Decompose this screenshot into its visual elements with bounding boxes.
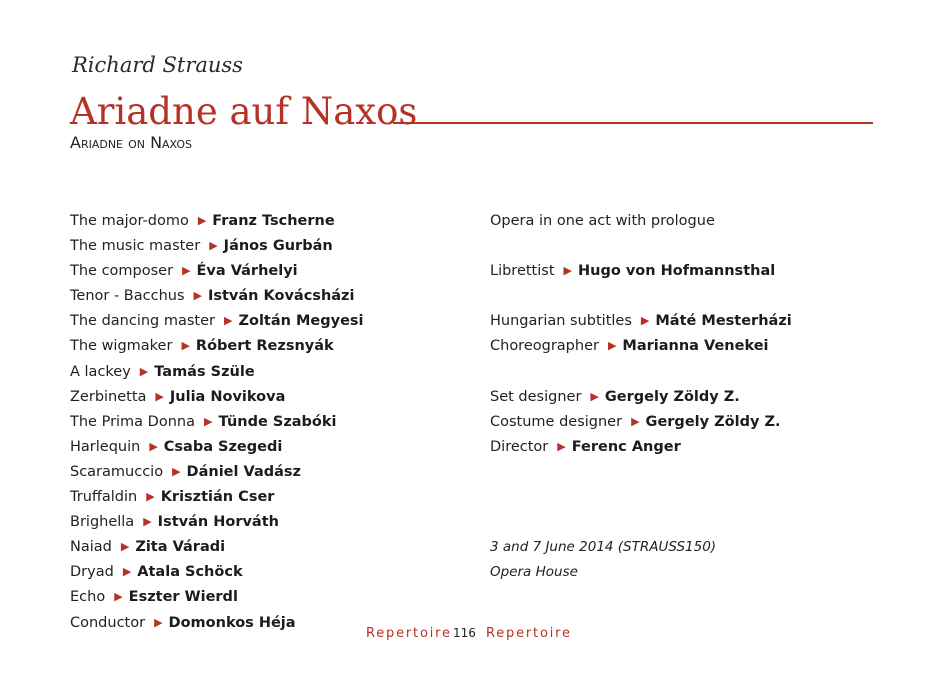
cast-role: Naiad [70,539,112,556]
cast-performer: Csaba Szegedi [163,438,283,455]
cast-role: The music master [70,238,201,255]
credit-item [490,411,792,436]
cast-performer: Krisztián Cser [160,489,275,506]
composer-name: Richard Strauss [72,53,243,77]
cast-role: Tenor - Bacchus [70,288,185,305]
cast-role: The Prima Donna [70,413,195,430]
cast-performer: Eszter Wierdl [128,589,238,606]
cast-item [70,461,364,486]
cast-performer: Tamás Szüle [154,363,255,380]
triangle-right-icon: ▶ [557,439,566,453]
triangle-right-icon: ▶ [120,540,130,554]
venue: Opera House [490,564,578,581]
cast-performer: István Kovácsházi [207,288,355,305]
triangle-right-icon: ▶ [154,615,163,629]
opera-subtitle: Ariadne on Naxos [70,133,193,152]
title-divider [393,122,873,124]
cast-role: A lackey [70,363,131,380]
production-info [490,210,792,586]
cast-role: The major-domo [70,213,189,229]
cast-performer: Julia Novikova [169,388,286,405]
credit-person: Hugo von Hofmannsthal [577,263,776,280]
credit-role: Choreographer [490,338,599,355]
cast-item [70,411,364,436]
cast-item [70,285,364,310]
cast-item [70,386,364,411]
opera-title: Ariadne auf Naxos [70,90,418,133]
cast-item [70,436,364,461]
credit-role: Librettist [490,263,555,280]
cast-performer: Zoltán Megyesi [238,313,364,330]
triangle-right-icon: ▶ [172,464,181,478]
cast-performer: Dániel Vadász [186,463,301,480]
credit-role: Director [490,438,549,455]
triangle-right-icon: ▶ [193,289,202,303]
cast-role: Scaramuccio [70,463,164,480]
cast-performer: Zita Váradi [135,539,226,556]
triangle-right-icon: ▶ [181,339,190,353]
cast-role: Harlequin [70,438,141,455]
triangle-right-icon: ▶ [640,314,650,328]
page-footer [0,626,944,646]
credit-role: Set designer [490,388,582,405]
triangle-right-icon: ▶ [197,214,207,227]
cast-role: The composer [70,263,174,280]
cast-role: Dryad [70,564,114,581]
cast-item [70,586,364,611]
triangle-right-icon: ▶ [563,264,572,278]
cast-role: Truffaldin [70,489,138,506]
triangle-right-icon: ▶ [607,339,617,353]
triangle-right-icon: ▶ [149,439,158,453]
cast-performer: István Horváth [157,514,279,531]
credit-item [490,310,792,335]
triangle-right-icon: ▶ [114,590,123,604]
cast-item [70,511,364,536]
credit-person: Máté Mesterházi [655,313,792,330]
triangle-right-icon: ▶ [203,414,213,428]
cast-role: Conductor [70,614,146,631]
triangle-right-icon: ▶ [631,414,640,428]
triangle-right-icon: ▶ [143,515,152,529]
cast-role: Zerbinetta [70,388,147,405]
credit-role: Costume designer [490,413,623,430]
triangle-right-icon: ▶ [224,314,233,328]
cast-role: The wigmaker [70,338,173,355]
opera-description: Opera in one act with prologue [490,213,715,229]
credit-person: Gergely Zöldy Z. [645,413,781,430]
credit-item [490,260,792,285]
credit-item [490,386,792,411]
cast-list [70,210,364,637]
cast-item [70,235,364,260]
page-number: 116 [453,626,476,640]
footer-section-label-left: Repertoire [366,626,452,641]
cast-performer: Éva Várhelyi [196,263,298,280]
cast-item [70,486,364,511]
triangle-right-icon: ▶ [209,239,218,253]
triangle-right-icon: ▶ [146,490,155,504]
cast-role: Brighella [70,514,135,531]
triangle-right-icon: ▶ [122,565,132,579]
credit-item [490,436,792,461]
credit-person: Marianna Venekei [622,338,769,355]
cast-item [70,210,364,235]
credit-person: Gergely Zöldy Z. [604,388,740,405]
cast-item [70,536,364,561]
triangle-right-icon: ▶ [590,389,599,403]
cast-item [70,310,364,335]
cast-performer: Atala Schöck [137,564,243,581]
cast-item [70,561,364,586]
cast-performer: Tünde Szabóki [218,413,337,430]
triangle-right-icon: ▶ [182,264,191,278]
cast-performer: Róbert Rezsnyák [195,338,334,355]
credit-role: Hungarian subtitles [490,313,632,330]
cast-item [70,335,364,360]
credit-person: Ferenc Anger [571,438,681,455]
cast-performer: János Gurbán [223,238,333,255]
cast-role: Echo [70,589,106,606]
cast-performer: Domonkos Héja [168,614,296,631]
credit-item [490,335,792,360]
performance-dates: 3 and 7 June 2014 (STRAUSS150) [490,539,717,556]
cast-item [70,361,364,386]
cast-role: The dancing master [70,313,215,330]
footer-section-label-right: Repertoire [486,626,572,641]
triangle-right-icon: ▶ [139,364,149,378]
triangle-right-icon: ▶ [155,389,164,403]
cast-item [70,260,364,285]
cast-performer: Franz Tscherne [212,213,335,229]
